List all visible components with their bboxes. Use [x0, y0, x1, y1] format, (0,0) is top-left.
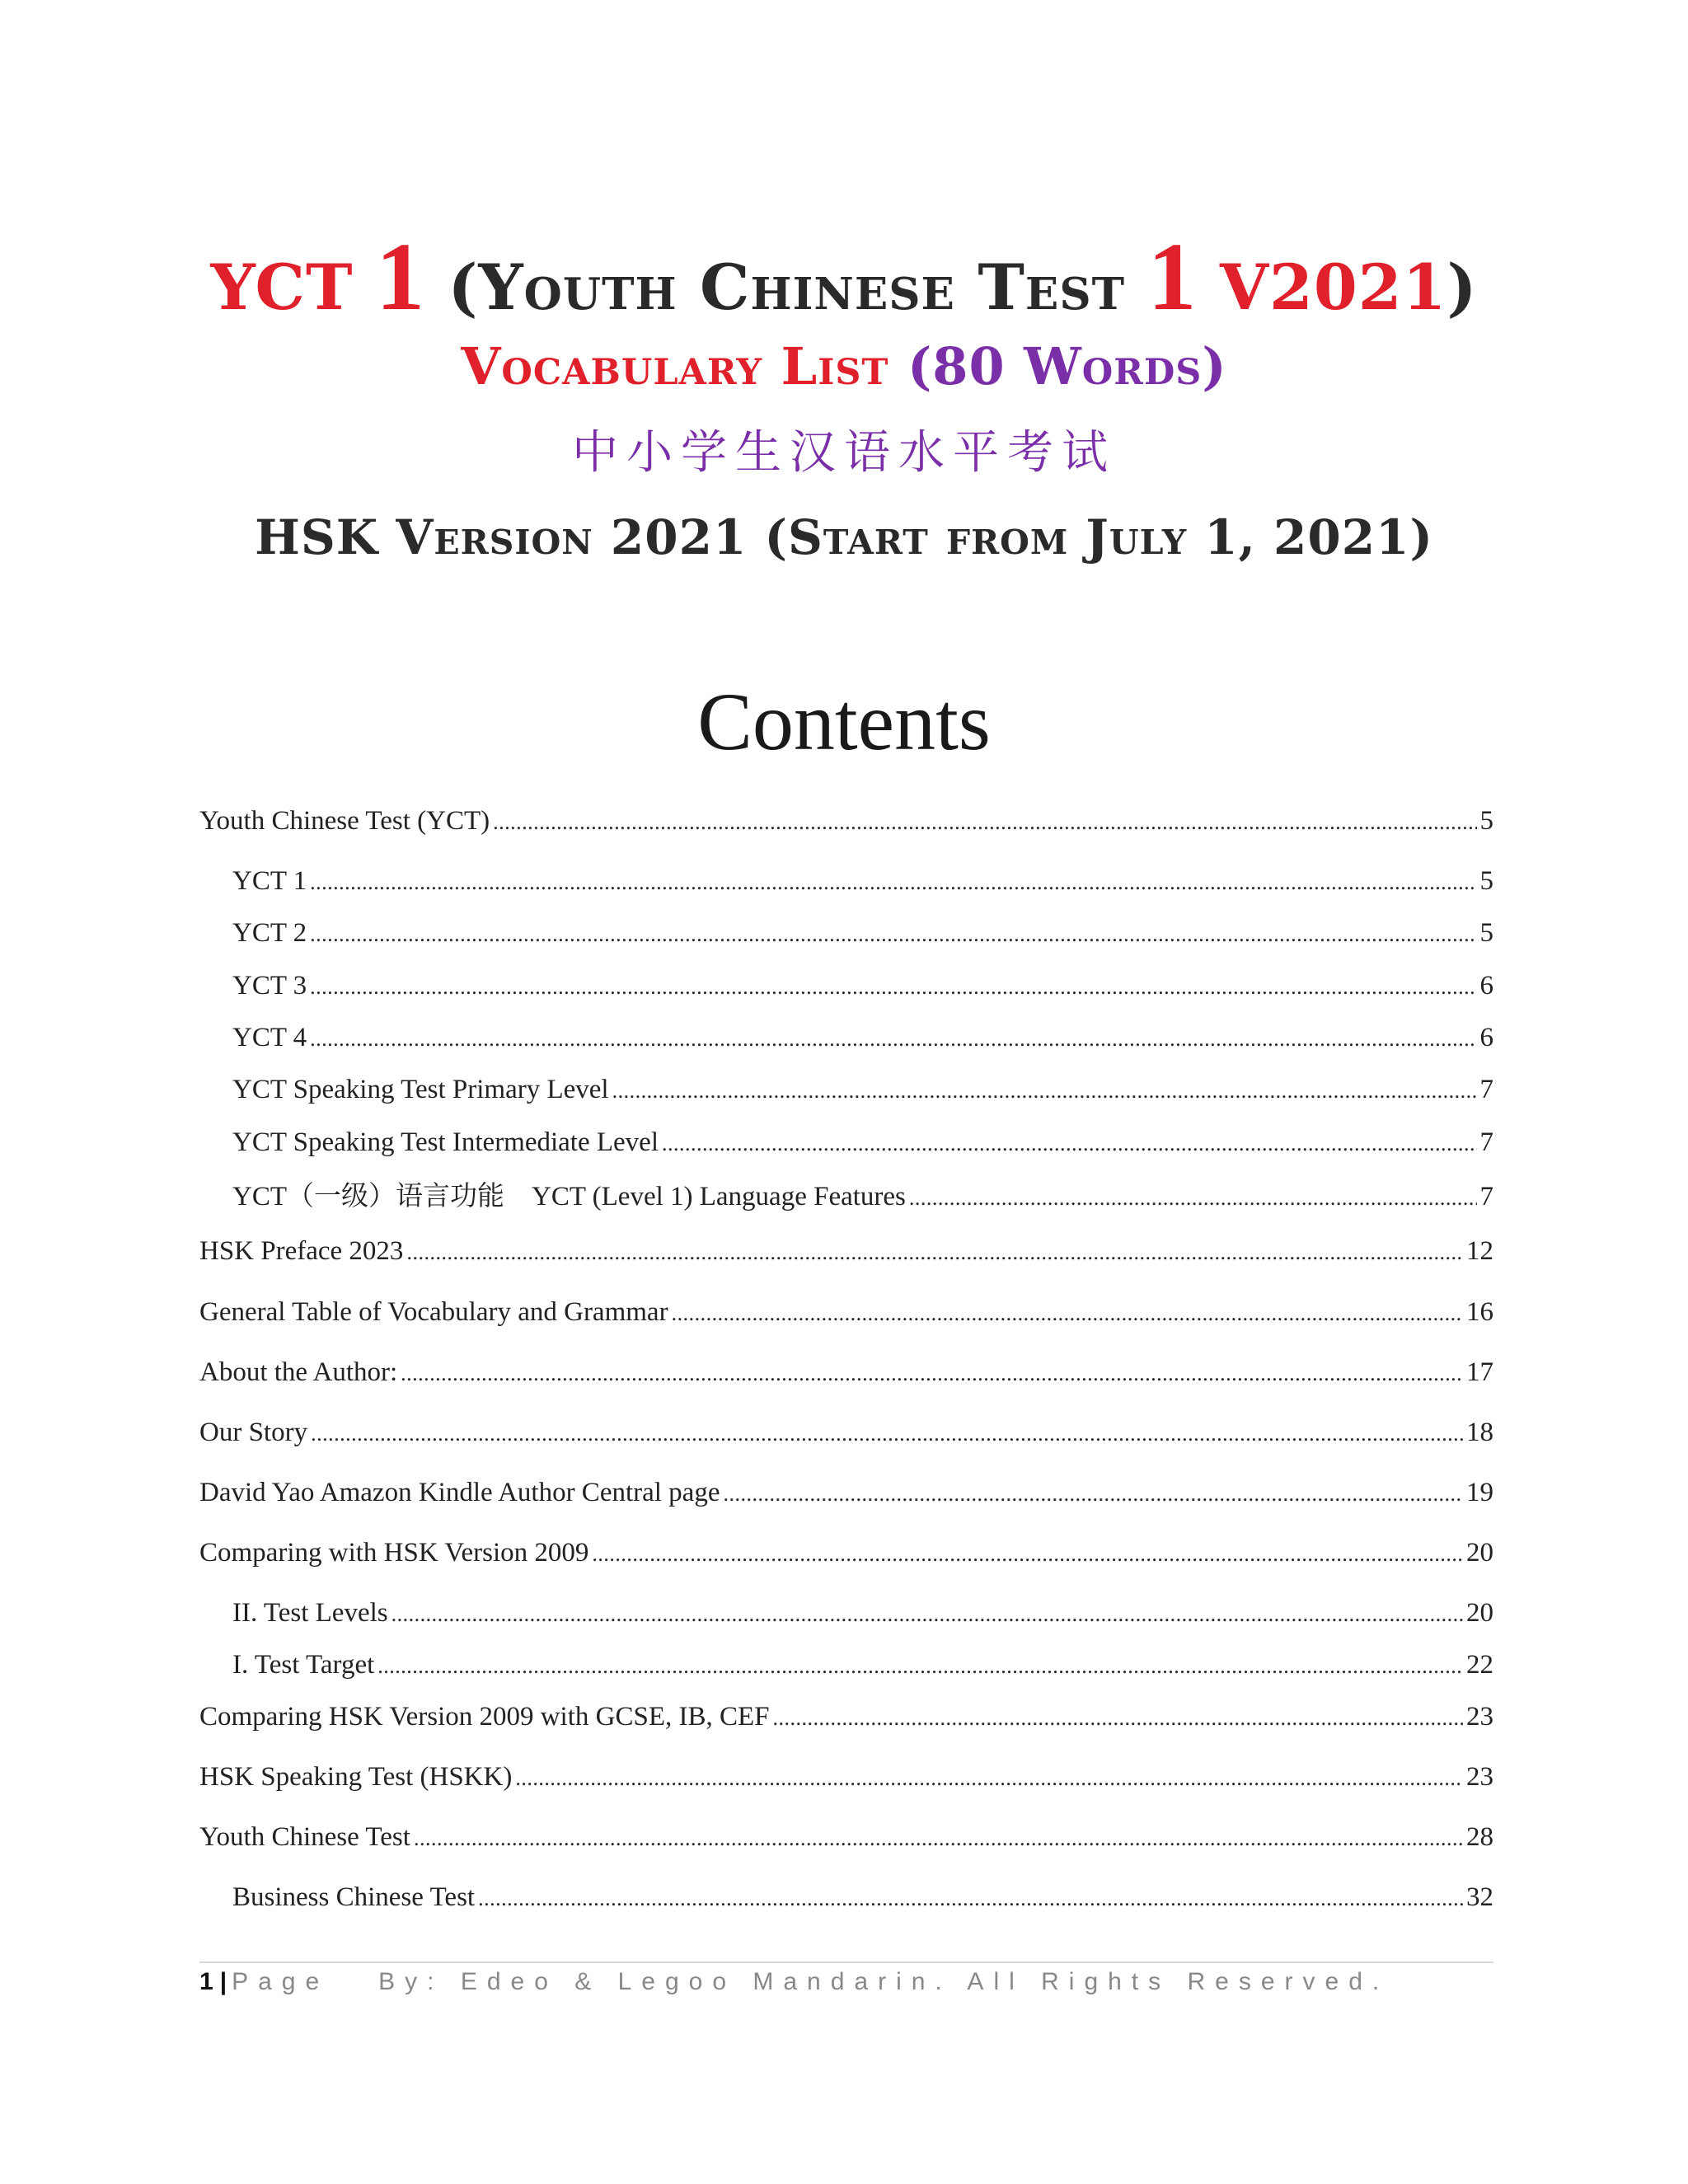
toc-leader-dots — [612, 1073, 1477, 1108]
toc-entry[interactable] — [232, 1021, 1493, 1056]
toc-entry-label: HSK Speaking Test (HSKK) — [199, 1762, 513, 1792]
footer-separator: | — [219, 1968, 227, 1995]
toc-entry[interactable] — [199, 1700, 1493, 1735]
toc-leader-dots — [592, 1536, 1463, 1571]
footer-credit: By: Edeo & Legoo Mandarin. All Rights Reserved. — [378, 1968, 1390, 1995]
toc-entry-page: 32 — [1466, 1882, 1493, 1912]
toc-entry[interactable] — [232, 1648, 1493, 1683]
toc-entry[interactable] — [232, 1073, 1493, 1108]
toc-entry-page: 20 — [1466, 1538, 1493, 1568]
toc-entry-label: YCT Speaking Test Primary Level — [232, 1075, 609, 1104]
toc-leader-dots — [478, 1881, 1463, 1915]
toc-entry-label: About the Author: — [199, 1357, 398, 1387]
toc-entry-label: Comparing with HSK Version 2009 — [199, 1538, 589, 1568]
toc-entry-label: Our Story — [199, 1418, 308, 1447]
contents-heading: Contents — [697, 676, 991, 767]
toc-entry-page: 20 — [1466, 1598, 1493, 1628]
footer-divider — [199, 1961, 1493, 1963]
toc-entry[interactable] — [199, 1296, 1493, 1330]
toc-entry-page: 12 — [1466, 1236, 1493, 1266]
page-footer — [199, 1968, 1389, 1996]
toc-entry[interactable] — [199, 1536, 1493, 1571]
toc-entry-label: General Table of Vocabulary and Grammar — [199, 1297, 668, 1327]
toc-entry-page: 5 — [1479, 918, 1493, 948]
title-version: V2021 — [1219, 251, 1447, 324]
toc-entry-label: Youth Chinese Test — [199, 1822, 410, 1852]
footer-page-number: 1 — [199, 1968, 215, 1995]
toc-leader-dots — [662, 1126, 1477, 1160]
toc-entry-label: David Yao Amazon Kindle Author Central page — [199, 1478, 720, 1507]
toc-entry-page: 18 — [1466, 1418, 1493, 1447]
subtitle-chinese: 中小学生汉语水平考试 — [572, 426, 1116, 480]
toc-entry-page: 22 — [1466, 1650, 1493, 1680]
toc-entry-page: 7 — [1479, 1127, 1493, 1157]
toc-leader-dots — [414, 1821, 1463, 1855]
toc-leader-dots — [909, 1180, 1477, 1215]
main-title — [0, 221, 1688, 333]
toc-entry[interactable] — [232, 1126, 1493, 1160]
toc-entry[interactable] — [232, 1180, 1493, 1215]
toc-entry-page: 17 — [1466, 1357, 1493, 1387]
title-open-paren: ( — [448, 251, 479, 324]
subtitle-vocab-list: Vocabulary List — [461, 336, 889, 396]
toc-leader-dots — [493, 804, 1476, 839]
title-level-number: 1 — [375, 223, 425, 330]
title-yct: YCT — [210, 251, 354, 324]
toc-entry-page: 6 — [1479, 1023, 1493, 1052]
toc-entry[interactable] — [232, 916, 1493, 951]
toc-entry-label: YCT 3 — [232, 971, 307, 1001]
toc-entry[interactable] — [232, 1596, 1493, 1631]
toc-leader-dots — [672, 1296, 1463, 1330]
toc-leader-dots — [723, 1476, 1463, 1511]
toc-entry-page: 23 — [1466, 1702, 1493, 1732]
toc-leader-dots — [406, 1235, 1463, 1269]
subtitle-word-count: (80 Words) — [907, 336, 1227, 396]
toc-leader-dots — [515, 1760, 1463, 1795]
toc-entry-page: 16 — [1466, 1297, 1493, 1327]
subtitle-hsk-version: HSK Version 2021 (Start from July 1, 2021) — [255, 509, 1433, 565]
toc-entry-label: YCT 4 — [232, 1023, 307, 1052]
toc-entry-page: 6 — [1479, 971, 1493, 1001]
title-youth-chinese-test: Youth Chinese Test — [478, 251, 1126, 324]
toc-entry[interactable] — [232, 1881, 1493, 1915]
toc-entry-label: YCT（一级）语言功能 YCT (Level 1) Language Features — [232, 1182, 906, 1212]
title-close-paren: ) — [1447, 251, 1478, 324]
toc-entry-label: YCT Speaking Test Intermediate Level — [232, 1127, 659, 1157]
toc-leader-dots — [310, 916, 1476, 951]
toc-entry[interactable] — [232, 865, 1493, 899]
toc-entry[interactable] — [232, 969, 1493, 1004]
toc-entry-page: 28 — [1466, 1822, 1493, 1852]
toc-leader-dots — [310, 865, 1476, 899]
toc-entry-label: II. Test Levels — [232, 1598, 388, 1628]
toc-entry-label: YCT 2 — [232, 918, 307, 948]
toc-entry[interactable] — [199, 1235, 1493, 1269]
title-level-number-2: 1 — [1147, 223, 1198, 330]
toc-entry[interactable] — [199, 804, 1493, 839]
toc-entry[interactable] — [199, 1476, 1493, 1511]
toc-leader-dots — [310, 1021, 1476, 1056]
toc-entry-label: Comparing HSK Version 2009 with GCSE, IB, CEF — [199, 1702, 770, 1732]
toc-leader-dots — [311, 1416, 1463, 1451]
toc-leader-dots — [310, 969, 1476, 1004]
toc-entry-page: 23 — [1466, 1762, 1493, 1792]
toc-entry-page: 5 — [1479, 806, 1493, 836]
toc-entry-label: Business Chinese Test — [232, 1882, 476, 1912]
toc-leader-dots — [377, 1648, 1463, 1683]
footer-page-word: Page — [232, 1968, 330, 1995]
toc-entry[interactable] — [199, 1356, 1493, 1390]
toc-leader-dots — [773, 1700, 1463, 1735]
toc-entry[interactable] — [199, 1821, 1493, 1855]
toc-entry-label: YCT 1 — [232, 866, 307, 896]
toc-entry-label: I. Test Target — [232, 1650, 375, 1680]
toc-entry-label: HSK Preface 2023 — [199, 1236, 404, 1266]
toc-entry-page: 19 — [1466, 1478, 1493, 1507]
toc-entry[interactable] — [199, 1760, 1493, 1795]
toc-entry-page: 7 — [1479, 1075, 1493, 1104]
toc-leader-dots — [392, 1596, 1463, 1631]
toc-entry-page: 7 — [1479, 1182, 1493, 1212]
toc-leader-dots — [401, 1356, 1463, 1390]
toc-entry[interactable] — [199, 1416, 1493, 1451]
subtitle-vocab — [0, 336, 1688, 396]
toc-entry-label: Youth Chinese Test (YCT) — [199, 806, 490, 836]
toc-entry-page: 5 — [1479, 866, 1493, 896]
